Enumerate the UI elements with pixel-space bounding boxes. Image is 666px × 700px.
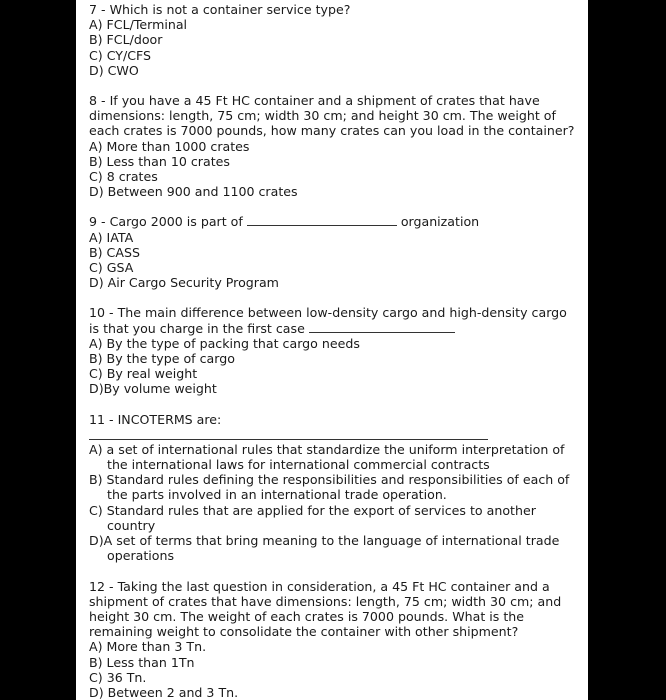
question-12 (89, 579, 583, 700)
fill-in-blank (309, 322, 455, 333)
question-list (89, 2, 583, 700)
fill-in-blank (247, 215, 397, 226)
question-9-option-c: C) GSA (89, 260, 134, 276)
question-7-option-a: A) FCL/Terminal (89, 17, 188, 33)
question-11 (89, 412, 583, 564)
question-8-option-d: D) Between 900 and 1100 crates (89, 184, 298, 200)
question-8-stem-line: each crates is 7000 pounds, how many crates can you load in the container? (89, 123, 575, 139)
question-10-stem-line: 10 - The main difference between low-density cargo and high-density cargo (89, 305, 567, 321)
question-9-option-d: D) Air Cargo Security Program (89, 275, 279, 291)
question-12-stem-line: shipment of crates that have dimensions: length, 75 cm; width 30 cm; and (89, 593, 562, 609)
question-11-stem: 11 - INCOTERMS are: (89, 411, 222, 427)
question-8 (89, 93, 583, 199)
question-12-option-b: B) Less than 1Tn (89, 654, 195, 670)
question-7 (89, 2, 583, 78)
question-10-option-d: D)By volume weight (89, 381, 217, 397)
question-8-option-b: B) Less than 10 crates (89, 153, 230, 169)
question-10-option-b: B) By the type of cargo (89, 351, 235, 367)
question-9 (89, 214, 583, 290)
question-11-option-b: B) Standard rules defining the responsibilities and responsibilities of each of the parts involved in an international trade operation. (89, 472, 570, 503)
question-12-stem-line: height 30 cm. The weight of each crates is 7000 pounds. What is the (89, 608, 525, 624)
question-9-option-a: A) IATA (89, 229, 134, 245)
question-11-option-a: A) a set of international rules that standardize the uniform interpretation of the international laws for international commercial contracts (89, 441, 565, 473)
question-10 (89, 305, 583, 396)
question-10-stem-line (89, 321, 583, 336)
question-9-option-b: B) CASS (89, 244, 140, 260)
question-9-stem-start: 9 - Cargo 2000 is part of (89, 214, 247, 230)
question-9-stem (89, 214, 583, 229)
question-8-option-a: A) More than 1000 crates (89, 138, 250, 154)
question-11-option-c: C) Standard rules that are applied for the export of services to another country (89, 502, 536, 533)
question-8-option-c: C) 8 crates (89, 169, 158, 185)
question-12-option-c: C) 36 Tn. (89, 669, 147, 685)
question-8-stem-line: 8 - If you have a 45 Ft HC container and a shipment of crates that have (89, 93, 540, 109)
question-10-option-c: C) By real weight (89, 366, 198, 382)
question-12-stem-line: 12 - Taking the last question in consideration, a 45 Ft HC container and a (89, 578, 550, 594)
question-10-option-a: A) By the type of packing that cargo needs (89, 335, 360, 351)
question-12-stem-line: remaining weight to consolidate the container with other shipment? (89, 624, 519, 640)
question-12-option-a: A) More than 3 Tn. (89, 639, 207, 655)
question-9-stem-end: organization (396, 214, 480, 230)
question-7-option-d: D) CWO (89, 62, 139, 78)
question-12-option-d: D) Between 2 and 3 Tn. (89, 684, 239, 700)
question-11-option-d: D)A set of terms that bring meaning to the language of international trade operations (89, 533, 560, 564)
document-page (76, 0, 588, 700)
answer-blank-line (89, 427, 488, 440)
question-8-stem-line: dimensions: length, 75 cm; width 30 cm; and height 30 cm. The weight of (89, 108, 556, 124)
question-7-option-c: C) CY/CFS (89, 47, 152, 63)
question-10-stem-end: is that you charge in the first case (89, 320, 309, 336)
question-7-stem: 7 - Which is not a container service type? (89, 2, 351, 17)
question-7-option-b: B) FCL/door (89, 32, 163, 48)
